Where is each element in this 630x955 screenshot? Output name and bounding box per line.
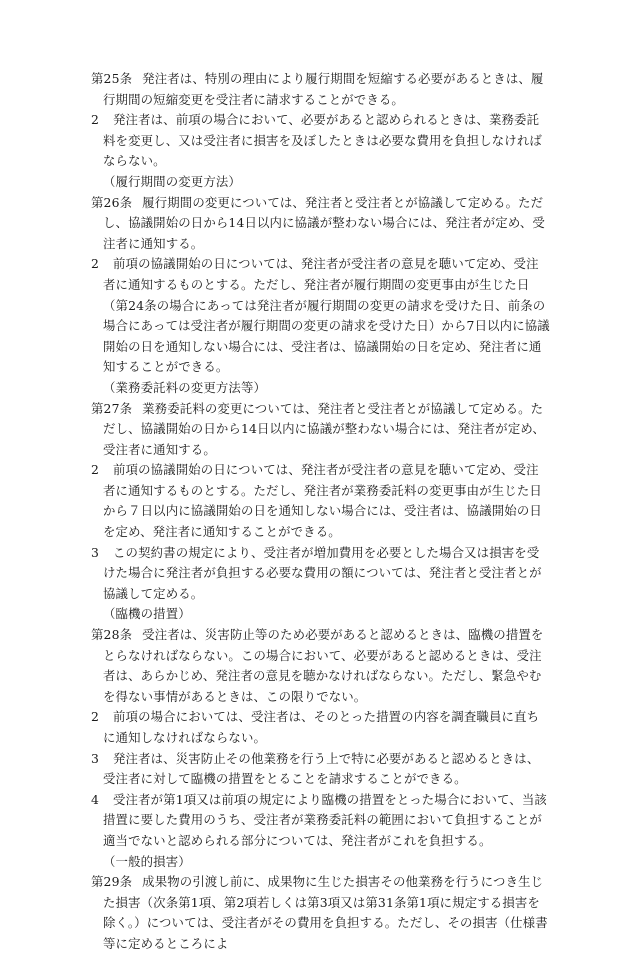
article-paragraph [91, 69, 551, 110]
paragraph-number: 2 [91, 112, 100, 128]
article-number: 第29条 [91, 874, 133, 890]
paragraph-text: 発注者は、特別の理由により履行期間を短縮する必要があるときは、履行期間の短縮変更を受注者に請求することができる。 [103, 71, 544, 107]
paragraph-text: 業務委託料の変更については、発注者と受注者とが協議して定める。ただし、協議開始の日から14日以内に協議が整わない場合には、発注者が定め、受注者に通知する。 [103, 400, 545, 457]
sub-paragraph [91, 543, 551, 605]
section-heading: （一般的損害） [103, 853, 191, 869]
article-number: 第25条 [91, 71, 133, 86]
paragraph-text: 発注者は、災害防止その他業務を行う上で特に必要があると認めるときは、受注者に対して臨機の措置をとることを請求することができる。 [103, 750, 540, 787]
article-number: 第26条 [91, 194, 133, 210]
paragraph-number: 2 [91, 462, 100, 478]
paragraph-number: 3 [91, 544, 100, 560]
sub-paragraph [91, 707, 551, 748]
paragraph-number: 2 [91, 709, 100, 725]
sub-paragraph [91, 790, 551, 852]
article-paragraph [91, 399, 551, 461]
section-heading: （履行期間の変更方法） [103, 173, 241, 189]
paragraph-text: 成果物の引渡し前に、成果物に生じた損害その他業務を行うにつき生じた損害（次条第1項、第2項若しくは第3項又は第31条第1項に規定する損害を除く。）については、受注者がその費用を負担する。ただし、その損害（仕様書等に定めるところによ [103, 874, 548, 951]
article-paragraph [91, 625, 551, 707]
paragraph-number: 4 [91, 791, 100, 807]
sub-paragraph [91, 110, 551, 172]
paragraph-text: 前項の協議開始の日については、発注者が受注者の意見を聴いて定め、受注者に通知するものとする。ただし、発注者が履行期間の変更事由が生じた日（第24条の場合にあっては発注者が履行期間の変更の請求を受けた日、前条の場合にあっては受注者が履行期間の変更の請求を受けた日）から7日以内に協議開始の日を通知しない場合には、受注者は、協議開始の日を定め、発注者に通知することができる。 [103, 256, 550, 375]
section-heading: （業務委託料の変更方法等） [103, 379, 267, 395]
paragraph-text: 発注者は、前項の場合において、必要があると認められるときは、業務委託料を変更し、又は受注者に損害を及ぼしたときは必要な費用を負担しなければならない。 [103, 112, 542, 169]
paragraph-text: 受注者が第1項又は前項の規定により臨機の措置をとった場合において、当該措置に要した費用のうち、受注者が業務委託料の範囲において負担することが適当でないと認められる部分については、発注者がこれを負担する。 [103, 791, 547, 848]
sub-paragraph [91, 460, 551, 542]
paragraph-number: 3 [91, 750, 100, 766]
article-number: 第28条 [91, 627, 133, 643]
sub-paragraph [91, 749, 551, 790]
document-body [91, 69, 551, 955]
sub-paragraph [91, 254, 551, 378]
paragraph-number: 2 [91, 256, 100, 272]
article-paragraph [91, 193, 551, 255]
paragraph-text: 受注者は、災害防止等のため必要があると認めるときは、臨機の措置をとらなければならない。この場合において、必要があると認めるときは、受注者は、あらかじめ、発注者の意見を聴かなければならない。ただし、緊急やむを得ない事情があるときは、この限りでない。 [103, 627, 544, 704]
article-number: 第27条 [91, 400, 133, 416]
article-paragraph [91, 872, 551, 954]
paragraph-text: 履行期間の変更については、発注者と受注者とが協議して定める。ただし、協議開始の日から14日以内に協議が整わない場合には、発注者が定め、受注者に通知する。 [103, 194, 545, 251]
paragraph-text: 前項の場合においては、受注者は、そのとった措置の内容を調査職員に直ちに通知しなければならない。 [103, 709, 540, 745]
section-heading: （臨機の措置） [103, 606, 191, 622]
paragraph-text: 前項の協議開始の日については、発注者が受注者の意見を聴いて定め、受注者に通知するものとする。ただし、発注者が業務委託料の変更事由が生じた日から７日以内に協議開始の日を通知しない場合には、受注者は、協議開始の日を定め、発注者に通知することができる。 [103, 462, 542, 540]
paragraph-text: この契約書の規定により、受注者が増加費用を必要とした場合又は損害を受けた場合に発注者が負担する必要な費用の額については、発注者と受注者とが協議して定める。 [103, 544, 542, 601]
